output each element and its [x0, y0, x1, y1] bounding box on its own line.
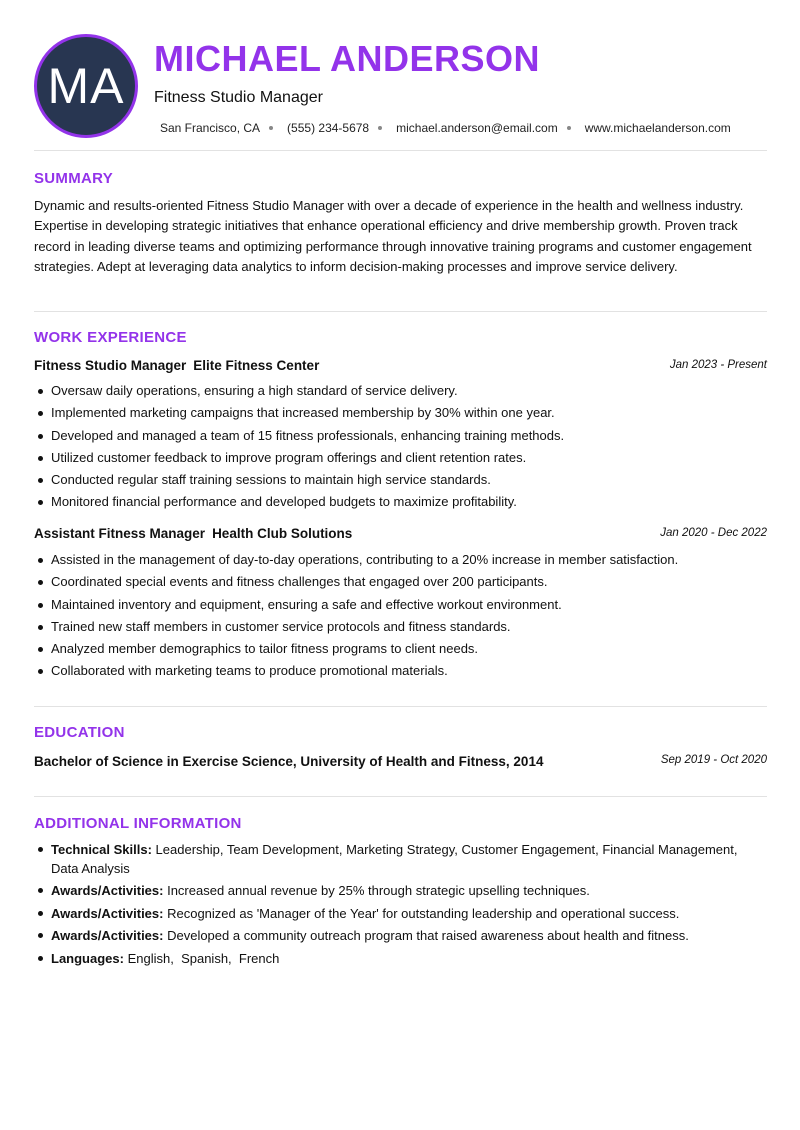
- item-label: Awards/Activities:: [51, 905, 164, 921]
- list-item: [34, 949, 767, 968]
- list-item: Assisted in the management of day-to-day operations, contributing to a 20% increase in member satisfaction.: [34, 549, 767, 571]
- job-header: [34, 358, 767, 376]
- list-item: Trained new staff members in customer service protocols and fitness standards.: [34, 616, 767, 638]
- section-divider: [34, 311, 767, 312]
- summary-heading: SUMMARY: [34, 170, 114, 187]
- list-item: Oversaw daily operations, ensuring a high standard of service delivery.: [34, 380, 767, 402]
- separator-dot: [269, 126, 273, 130]
- contact-line: [160, 121, 731, 135]
- list-item: Collaborated with marketing teams to produce promotional materials.: [34, 660, 767, 682]
- job-dates: Jan 2023 - Present: [669, 359, 767, 371]
- contact-phone: (555) 234-5678: [287, 121, 370, 135]
- job-dates: Jan 2020 - Dec 2022: [660, 527, 767, 539]
- item-text: Leadership, Team Development, Marketing Strategy, Customer Engagement, Financial Management, Data Analysis: [51, 842, 738, 876]
- list-item: Maintained inventory and equipment, ensuring a safe and effective workout environment.: [34, 594, 767, 616]
- list-item: [34, 926, 767, 945]
- summary-text: Dynamic and results-oriented Fitness Studio Manager with over a decade of experience in the health and wellness industry. Expertise in developing strategic initiatives that enhance operational efficiency and drive membership growth. Proven track record in leading diverse teams and optimizing performance through innovative training programs and customer engagement strategies. Adept at leveraging data analytics to inform decision-making processes and improve service delivery.: [34, 198, 752, 274]
- list-item: Developed and managed a team of 15 fitness professionals, enhancing training methods.: [34, 425, 767, 447]
- list-item: Conducted regular staff training sessions to maintain high service standards.: [34, 469, 767, 491]
- section-divider: [34, 706, 767, 707]
- item-label: Awards/Activities:: [51, 883, 164, 899]
- list-item: Coordinated special events and fitness challenges that engaged over 200 participants.: [34, 571, 767, 593]
- education-degree: Bachelor of Science in Exercise Science, University of Health and Fitness, 2014: [34, 754, 544, 769]
- job-company: Elite Fitness Center: [193, 358, 320, 373]
- additional-heading: ADDITIONAL INFORMATION: [34, 815, 242, 832]
- list-item: Utilized customer feedback to improve program offerings and client retention rates.: [34, 447, 767, 469]
- list-item: Monitored financial performance and developed budgets to maximize profitability.: [34, 491, 767, 513]
- education-heading: EDUCATION: [34, 724, 125, 741]
- separator-dot: [567, 126, 571, 130]
- candidate-title: Fitness Studio Manager: [154, 89, 323, 106]
- list-item: Implemented marketing campaigns that increased membership by 30% within one year.: [34, 402, 767, 424]
- item-text: Increased annual revenue by 25% through strategic upselling techniques.: [167, 883, 590, 899]
- resume-header: [34, 34, 767, 138]
- job-role: Fitness Studio Manager: [34, 358, 187, 373]
- job-role: Assistant Fitness Manager: [34, 526, 206, 541]
- candidate-name: MICHAEL ANDERSON: [154, 38, 541, 79]
- contact-email[interactable]: michael.anderson@email.com: [396, 121, 558, 135]
- item-label: Technical Skills:: [51, 842, 152, 857]
- item-text: English, Spanish, French: [127, 950, 280, 966]
- job-company: Health Club Solutions: [212, 526, 353, 541]
- job-bullets: [34, 549, 767, 683]
- education-entry: [34, 753, 767, 771]
- education-dates: Sep 2019 - Oct 2020: [660, 754, 767, 766]
- item-text: Developed a community outreach program that raised awareness about health and fitness.: [167, 927, 689, 943]
- section-divider: [34, 796, 767, 797]
- job-header: [34, 526, 767, 544]
- list-item: [34, 840, 767, 878]
- item-text: Recognized as 'Manager of the Year' for outstanding leadership and operational success.: [167, 905, 680, 921]
- avatar: [34, 34, 138, 138]
- experience-heading: WORK EXPERIENCE: [34, 329, 187, 346]
- list-item: Analyzed member demographics to tailor fitness programs to client needs.: [34, 638, 767, 660]
- contact-website[interactable]: www.michaelanderson.com: [584, 121, 731, 135]
- job-bullets: [34, 380, 767, 514]
- list-item: [34, 881, 767, 900]
- additional-list: [34, 840, 767, 971]
- item-label: Awards/Activities:: [51, 927, 164, 943]
- separator-dot: [378, 126, 382, 130]
- section-divider: [34, 150, 767, 151]
- item-label: Languages:: [51, 950, 124, 966]
- contact-location: San Francisco, CA: [160, 121, 261, 135]
- avatar-initials: MA: [47, 58, 125, 114]
- list-item: [34, 904, 767, 923]
